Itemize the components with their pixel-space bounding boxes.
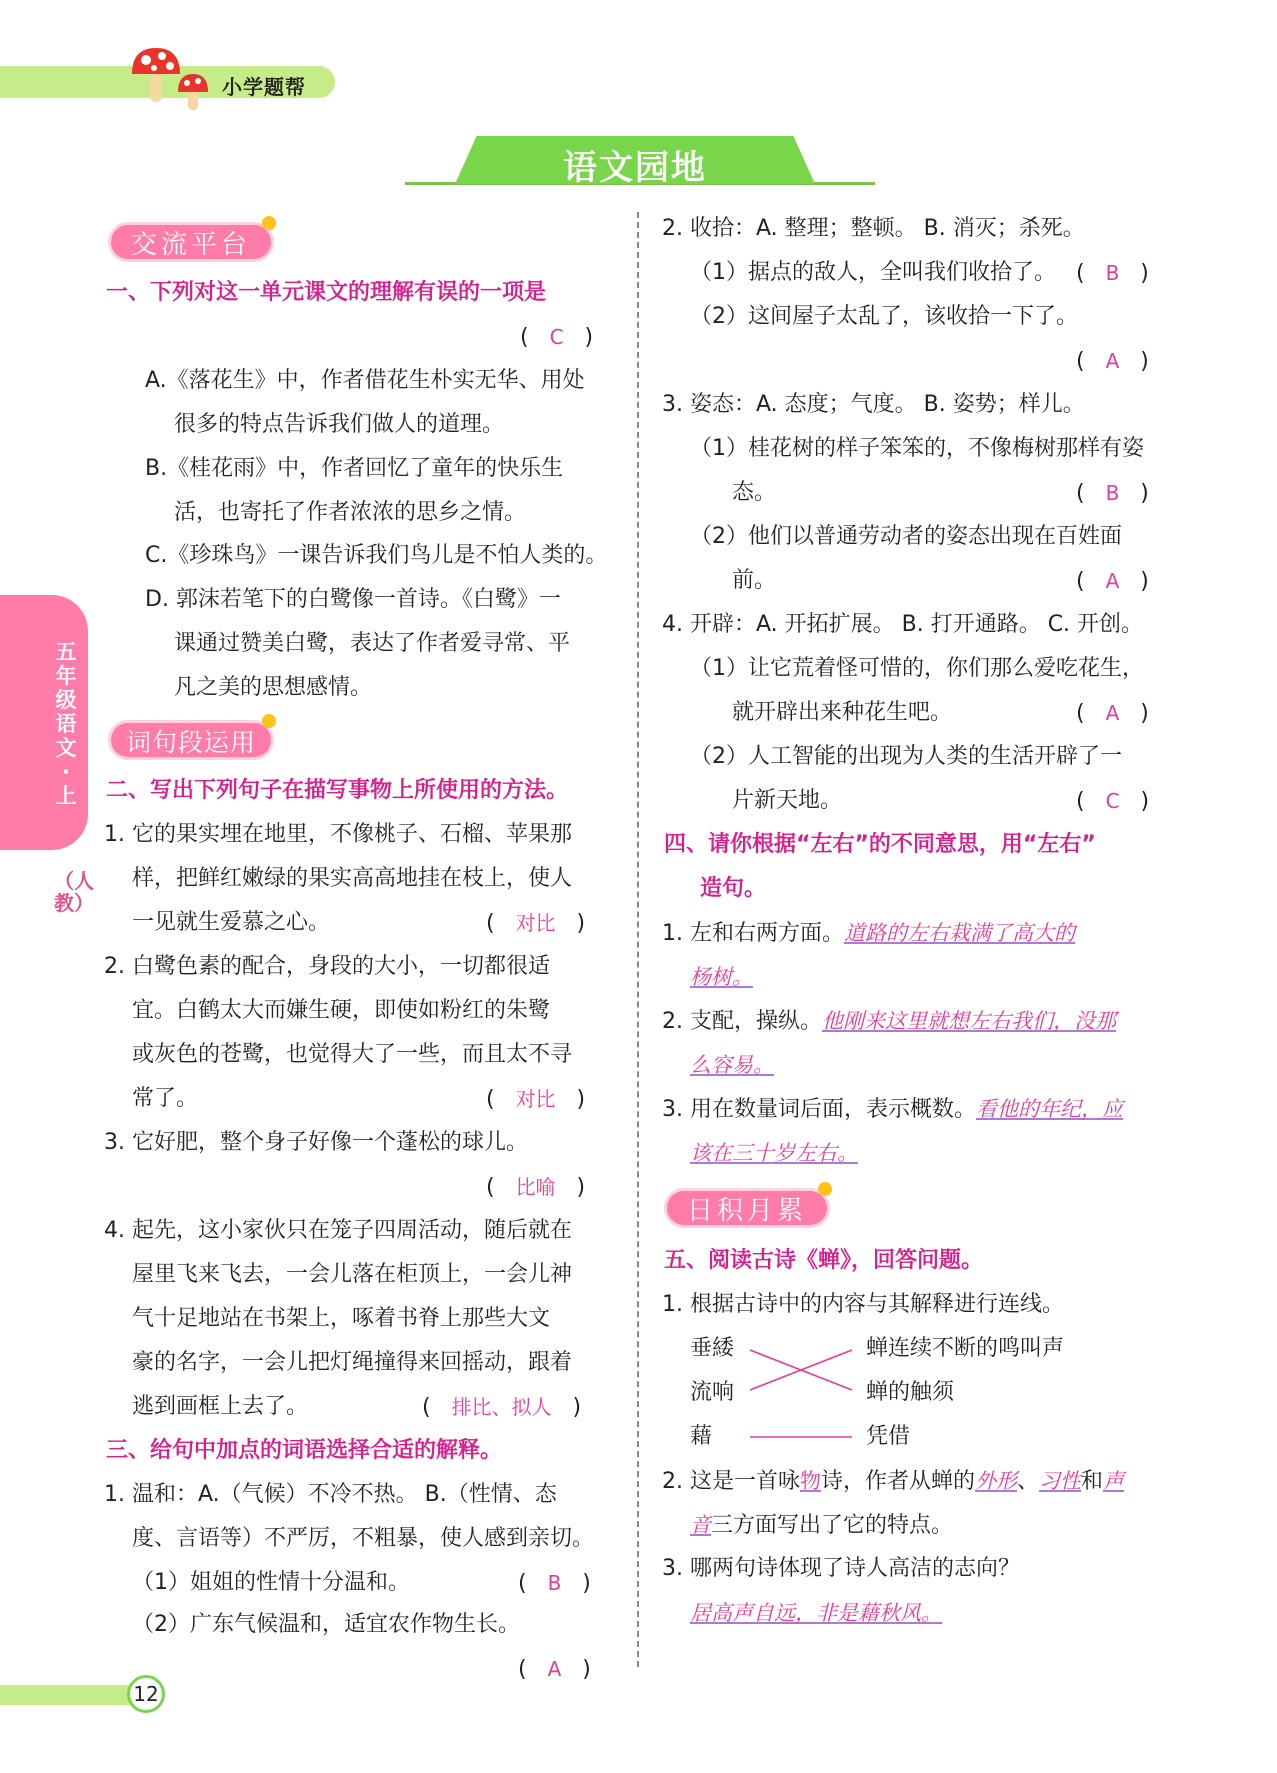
option-d-line3: 凡之美的思想感情。	[174, 675, 373, 700]
matching-lines	[748, 1340, 858, 1450]
match-right-3: 凭借	[866, 1424, 911, 1449]
q2-item2-line2: 宜。白鹤太大而嫌生硬，即使如粉红的朱鹭	[132, 998, 551, 1023]
q2-item1-line1: 1. 它的果实埋在地里，不像桃子、石榴、苹果那	[104, 822, 572, 847]
r-q3-item3-sub2-cont: 前。	[732, 568, 777, 593]
q4-item3-answer: 看他的年纪，应	[975, 1097, 1123, 1121]
q3-sub2-answer-box: ( A )	[518, 1657, 591, 1682]
r-q3-item4-sub2-cont: 片新天地。	[732, 788, 843, 813]
match-right-2: 蝉的触须	[866, 1380, 955, 1405]
q4-item1-prompt	[662, 918, 1075, 949]
r-q3-ans5: A	[1105, 701, 1120, 725]
r-q3-ans6-box: ( C )	[1076, 789, 1150, 814]
option-d-line2: 课通过赞美白鹭，表达了作者爱寻常、平	[174, 631, 571, 656]
q2-item4-line1: 4. 起先，这小家伙只在笼子四周活动，随后就在	[104, 1218, 572, 1243]
q2-item4-line4: 豪的名字，一会儿把灯绳撞得来回摇动，跟着	[132, 1350, 573, 1375]
question-1-answer-box: ( C )	[520, 325, 594, 350]
q5-item2	[662, 1466, 1124, 1497]
option-b-line1: B.《桂花雨》中，作者回忆了童年的快乐生	[145, 456, 564, 481]
q3-item1-sub2: （2）广东气候温和，适宜农作物生长。	[132, 1612, 520, 1637]
q4-item2-prompt-text: 2. 支配，操纵。	[662, 1009, 822, 1034]
q3-item1-line2: 度、言语等）不严厉，不粗暴，使人感到亲切。	[132, 1526, 595, 1551]
q2-item1-answer-box: ( 对比 )	[486, 911, 586, 936]
star-icon	[262, 216, 276, 230]
q3-sub2-answer: A	[547, 1657, 562, 1681]
q5-item2-answer2: 外形	[975, 1469, 1017, 1493]
q4-item3-answer-cont: 该在三十岁左右。	[690, 1141, 858, 1165]
q4-item3-prompt	[662, 1094, 1123, 1125]
small-mushroom-icon	[176, 72, 210, 112]
r-q3-item3-sub1-cont: 态。	[732, 480, 777, 505]
r-q3-ans1: B	[1105, 261, 1120, 285]
q5-item2-prefix: 2. 这是一首咏	[662, 1469, 800, 1494]
q4-item1-answer-cont: 杨树。	[690, 965, 753, 989]
r-q3-item3-sub1: （1）桂花树的样子笨笨的，不像梅树那样有姿	[690, 436, 1144, 461]
r-q3-item2-line1: 2. 收拾：A. 整理；整顿。 B. 消灭；杀死。	[662, 216, 1085, 241]
side-tab-edition: （人教）	[54, 869, 94, 915]
r-q3-item2-sub1: （1）据点的敌人，全叫我们收拾了。	[690, 260, 1056, 285]
r-q3-ans4-box: ( A )	[1076, 569, 1149, 594]
option-c-line1: C.《珍珠鸟》一课告诉我们鸟儿是不怕人类的。	[145, 543, 608, 568]
side-tab-grade: 五年级语文·上	[55, 640, 77, 808]
section-label-daily-accumulation: 日积月累	[664, 1188, 830, 1228]
r-q3-item4-sub1: （1）让它荒着怪可惜的，你们那么爱吃花生，	[690, 656, 1144, 681]
section-label-sentence-use: 词句段运用	[108, 720, 274, 760]
q2-item2-answer-box: ( 对比 )	[486, 1087, 586, 1112]
r-q3-item3-sub2: （2）他们以普通劳动者的姿态出现在百姓面	[690, 524, 1122, 549]
match-right-1: 蝉连续不断的鸣叫声	[866, 1336, 1065, 1361]
q2-item4-answer-box: ( 排比、拟人 )	[422, 1395, 582, 1420]
q5-item3-answer: 居高声自远，非是藉秋风。	[690, 1601, 942, 1625]
page-title: 语文园地	[563, 148, 707, 188]
page-number: 12	[127, 1675, 165, 1713]
r-q3-item4-sub2: （2）人工智能的出现为人类的生活开辟了一	[690, 744, 1122, 769]
option-a-line1: A.《落花生》中，作者借花生朴实无华、用处	[145, 368, 585, 393]
question-1-answer: C	[549, 325, 564, 349]
star-icon	[262, 714, 276, 728]
q3-item1-sub1: （1）姐姐的性情十分温和。	[132, 1570, 410, 1595]
q4-item2-answer-cont: 么容易。	[690, 1053, 774, 1077]
q2-item2-line4: 常了。	[132, 1086, 199, 1111]
q5-item2-mid3: 和	[1081, 1469, 1104, 1494]
q5-item2-answer4-cont: 音	[690, 1513, 711, 1537]
question-4-title-cont: 造句。	[700, 876, 767, 901]
q3-sub1-answer-box: ( B )	[518, 1571, 591, 1596]
r-q3-item4-line1: 4. 开辟：A. 开拓扩展。 B. 打开通路。 C. 开创。	[662, 612, 1144, 637]
q2-item3-answer-box: ( 比喻 )	[486, 1175, 586, 1200]
q4-item3-prompt-text: 3. 用在数量词后面，表示概数。	[662, 1097, 976, 1122]
q2-item4-line2: 屋里飞来飞去，一会儿落在柜顶上，一会儿神	[132, 1262, 573, 1287]
q2-item4-line5: 逃到画框上去了。	[132, 1394, 309, 1419]
q4-item2-answer: 他刚来这里就想左右我们，没那	[821, 1009, 1116, 1033]
q2-item2-line1: 2. 白鹭色素的配合，身段的大小，一切都很适	[104, 954, 550, 979]
r-q3-ans2: A	[1105, 349, 1120, 373]
match-left-2: 流响	[690, 1380, 735, 1405]
question-2-title: 二、写出下列句子在描写事物上所使用的方法。	[106, 778, 569, 803]
column-divider	[637, 212, 639, 1667]
q2-item4-line3: 气十足地站在书架上，啄着书脊上那些大文	[132, 1306, 551, 1331]
r-q3-item4-sub1-cont: 就开辟出来种花生吧。	[732, 700, 953, 725]
q2-item1-line3: 一见就生爱慕之心。	[132, 910, 331, 935]
section-label-exchange: 交流平台	[108, 222, 274, 262]
q5-item2-mid1: 诗，作者从蝉的	[820, 1469, 975, 1494]
q2-item2-line3: 或灰色的苍鹭，也觉得大了一些，而且太不寻	[132, 1042, 573, 1067]
q4-item1-prompt-text: 1. 左和右两方面。	[662, 921, 844, 946]
r-q3-ans3: B	[1105, 481, 1120, 505]
option-b-line2: 活，也寄托了作者浓浓的思乡之情。	[174, 500, 527, 525]
q2-item3-line1: 3. 它好肥，整个身子好像一个蓬松的球儿。	[104, 1130, 528, 1155]
q5-item2-mid2: 、	[1017, 1469, 1040, 1494]
r-q3-ans2-box: ( A )	[1076, 349, 1149, 374]
r-q3-ans1-box: ( B )	[1076, 261, 1149, 286]
q3-sub1-answer: B	[547, 1571, 562, 1595]
r-q3-item3-line1: 3. 姿态：A. 态度；气度。 B. 姿势；样儿。	[662, 392, 1085, 417]
match-left-1: 垂緌	[690, 1336, 735, 1361]
r-q3-ans5-box: ( A )	[1076, 701, 1149, 726]
r-q3-ans6: C	[1105, 789, 1120, 813]
r-q3-ans3-box: ( B )	[1076, 481, 1149, 506]
q2-item2-answer: 对比	[515, 1087, 556, 1111]
r-q3-item2-sub2: （2）这间屋子太乱了，该收拾一下了。	[690, 304, 1078, 329]
q5-item2-answer4: 声	[1103, 1469, 1125, 1493]
question-3-title: 三、给句中加点的词语选择合适的解释。	[106, 1438, 503, 1463]
q4-item2-prompt	[662, 1006, 1116, 1037]
question-1-title: 一、下列对这一单元课文的理解有误的一项是	[106, 280, 547, 305]
q2-item3-answer: 比喻	[515, 1175, 556, 1199]
q2-item4-answer: 排比、拟人	[451, 1395, 552, 1419]
q5-item2-cont	[690, 1510, 953, 1541]
q5-item2-answer1: 物	[799, 1469, 821, 1493]
q3-item1-line1: 1. 温和：A.（气候）不冷不热。 B.（性情、态	[104, 1482, 557, 1507]
q2-item1-line2: 样，把鲜红嫩绿的果实高高地挂在枝上，使人	[132, 866, 573, 891]
q5-item3: 3. 哪两句诗体现了诗人高洁的志向？	[662, 1556, 1020, 1581]
option-d-line1: D. 郭沫若笔下的白鹭像一首诗。《白鹭》一	[145, 587, 561, 612]
r-q3-ans4: A	[1105, 569, 1120, 593]
match-left-3: 藉	[690, 1424, 713, 1449]
brand-name: 小学题帮	[222, 75, 306, 99]
q5-item2-suffix: 三方面写出了它的特点。	[711, 1513, 954, 1538]
star-icon	[818, 1182, 832, 1196]
question-5-title: 五、阅读古诗《蝉》，回答问题。	[664, 1248, 984, 1273]
q2-item1-answer: 对比	[515, 911, 556, 935]
option-a-line2: 很多的特点告诉我们做人的道理。	[174, 412, 505, 437]
q5-item2-answer3: 习性	[1039, 1469, 1082, 1493]
q4-item1-answer: 道路的左右栽满了高大的	[843, 921, 1075, 945]
q5-item1: 1. 根据古诗中的内容与其解释进行连线。	[662, 1292, 1064, 1317]
question-4-title: 四、请你根据“左右”的不同意思，用“左右”	[664, 832, 1096, 857]
